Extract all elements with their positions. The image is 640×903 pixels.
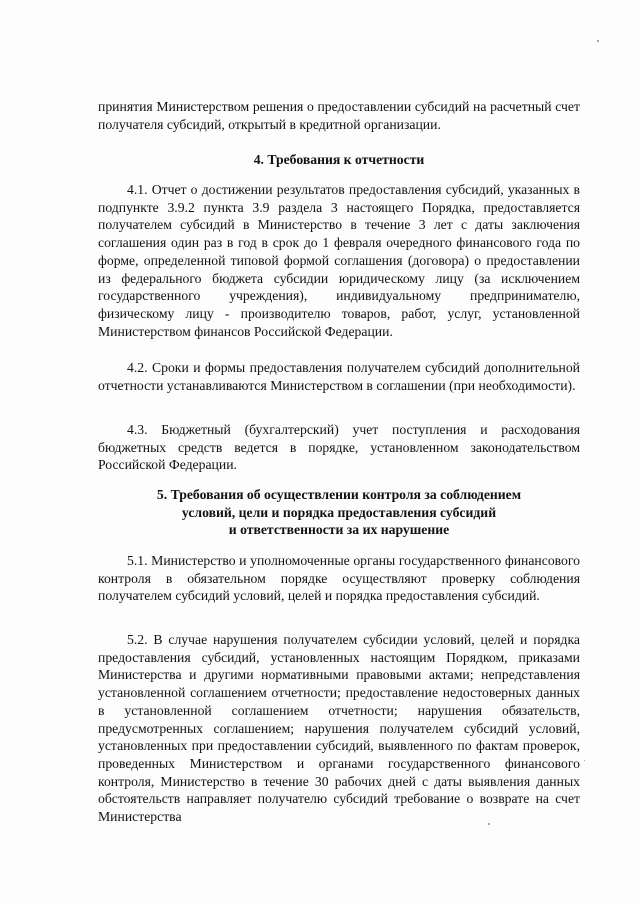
section4-p2-block	[98, 359, 580, 394]
section5-p2-block	[98, 631, 580, 826]
section5-title	[98, 486, 580, 539]
scan-speck	[488, 823, 490, 825]
section4-p1-block	[98, 181, 580, 340]
section5-title-line2: условий, цели и порядка предоставления субсидий	[181, 504, 497, 520]
section4-paragraph-4-3: 4.3. Бюджетный (бухгалтерский) учет поступления и расходования бюджетных средств ведется в порядке, установленном законодательством Российской Федерации.	[98, 422, 580, 473]
scan-speck	[584, 760, 585, 761]
section4-paragraph-4-1: 4.1. Отчет о достижении результатов предоставления субсидий, указанных в подпункте 3.9.2 пункта 3.9 раздела 3 настоящего Порядка, предоставляется получателем субсидий в Министерство в течение 3 лет с даты заключения соглашения один раз в год в срок до 1 февраля очередного финансового года по форме, определенной типовой формой соглашения (договора) о предоставлении из федерального бюджета субсидии юридическому лицу (за исключением государственного учреждения), индивидуальному предпринимателю, физическому лицу - производителю товаров, работ, услуг, установленной Министерством финансов Российской Федерации.	[98, 182, 580, 339]
section5-title-line3: и ответственности за их нарушение	[228, 522, 450, 538]
section4-paragraph-4-2: 4.2. Сроки и формы предоставления получателем субсидий дополнительной отчетности устанавливаются Министерством в соглашении (при необходимости).	[98, 360, 580, 393]
section5-title-line1: 5. Требования об осуществлении контроля за соблюдением	[156, 487, 522, 502]
section5-paragraph-5-2: 5.2. В случае нарушения получателем субсидии условий, целей и порядка предоставления субсидий, установленных настоящим Порядком, приказами Министерства и другими нормативными правовыми актами; непредставления установленной соглашением отчетности; предоставление недостоверных данных в установленной соглашением отчетности; нарушения обязательств, предусмотренных соглашением; нарушения получателем субсидий условий, установленных при предоставлении субсидий, выявленного по фактам проверок, проведенных Министерством и органами государственного финансового контроля, Министерство в течение 30 рабочих дней с даты выявления данных обстоятельств направляет получателю субсидий требование о возврате на счет Министерства	[98, 632, 580, 825]
section4-title: 4. Требования к отчетности	[253, 152, 425, 167]
section5-paragraph-5-1: 5.1. Министерство и уполномоченные органы государственного финансового контроля в обязательном порядке осуществляют проверку соблюдения получателем субсидий условий, целей и порядка предоставления субсидий.	[98, 553, 580, 604]
section4-p3-block	[98, 421, 580, 474]
section5-p1-block	[98, 552, 580, 605]
intro-paragraph: принятия Министерством решения о предоставлении субсидий на расчетный счет получателя субсидий, открытый в кредитной организации.	[98, 99, 580, 132]
scan-speck	[597, 40, 599, 42]
intro-block	[98, 98, 580, 133]
